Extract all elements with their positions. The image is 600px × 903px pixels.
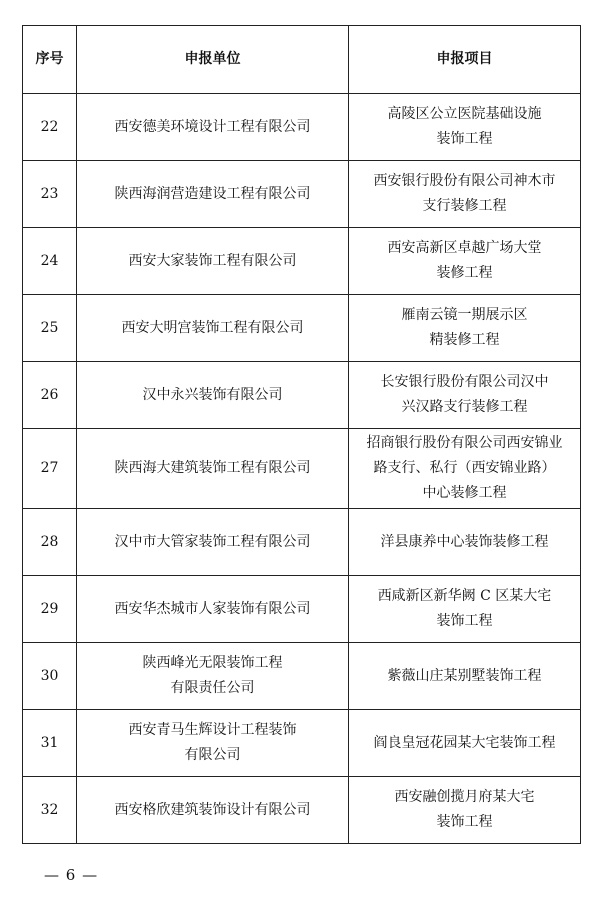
unit-cell: 西安华杰城市人家装饰有限公司 [77,576,349,643]
serial-number-cell: 27 [23,429,77,509]
unit-cell: 陕西海润营造建设工程有限公司 [77,161,349,228]
unit-cell: 西安大明宫装饰工程有限公司 [77,295,349,362]
project-cell: 雁南云镜一期展示区 精装修工程 [349,295,581,362]
table-row [23,710,581,777]
project-cell: 西安融创揽月府某大宅 装饰工程 [349,777,581,844]
serial-number-cell: 31 [23,710,77,777]
unit-cell: 西安格欣建筑装饰设计有限公司 [77,777,349,844]
unit-cell: 汉中永兴装饰有限公司 [77,362,349,429]
table-row [23,576,581,643]
unit-cell: 陕西海大建筑装饰工程有限公司 [77,429,349,509]
unit-cell: 陕西峰光无限装饰工程 有限责任公司 [77,643,349,710]
project-cell: 招商银行股份有限公司西安锦业 路支行、私行（西安锦业路） 中心装修工程 [349,429,581,509]
project-cell: 西咸新区新华阙 C 区某大宅 装饰工程 [349,576,581,643]
project-cell: 西安银行股份有限公司神木市 支行装修工程 [349,161,581,228]
project-cell: 洋县康养中心装饰装修工程 [349,509,581,576]
unit-cell: 西安德美环境设计工程有限公司 [77,94,349,161]
table-row [23,228,581,295]
project-cell: 高陵区公立医院基础设施 装饰工程 [349,94,581,161]
serial-number-cell: 26 [23,362,77,429]
table-row [23,161,581,228]
project-cell: 紫薇山庄某别墅装饰工程 [349,643,581,710]
serial-number-cell: 23 [23,161,77,228]
serial-number-cell: 22 [23,94,77,161]
header-applicant-unit: 申报单位 [77,26,349,94]
serial-number-cell: 24 [23,228,77,295]
table-row [23,295,581,362]
table-row [23,777,581,844]
table-row [23,509,581,576]
project-cell: 阎良皇冠花园某大宅装饰工程 [349,710,581,777]
project-cell: 长安银行股份有限公司汉中 兴汉路支行装修工程 [349,362,581,429]
project-cell: 西安高新区卓越广场大堂 装修工程 [349,228,581,295]
header-applicant-project: 申报项目 [349,26,581,94]
unit-cell: 汉中市大管家装饰工程有限公司 [77,509,349,576]
unit-cell: 西安大家装饰工程有限公司 [77,228,349,295]
award-table [22,25,581,844]
serial-number-cell: 30 [23,643,77,710]
serial-number-cell: 25 [23,295,77,362]
serial-number-cell: 32 [23,777,77,844]
table-row [23,94,581,161]
table-row [23,362,581,429]
table-row [23,429,581,509]
table-header-row [23,26,581,94]
page-number: — 6 — [44,866,99,884]
unit-cell: 西安青马生辉设计工程装饰 有限公司 [77,710,349,777]
table-row [23,643,581,710]
header-serial-number: 序号 [23,26,77,94]
serial-number-cell: 28 [23,509,77,576]
serial-number-cell: 29 [23,576,77,643]
